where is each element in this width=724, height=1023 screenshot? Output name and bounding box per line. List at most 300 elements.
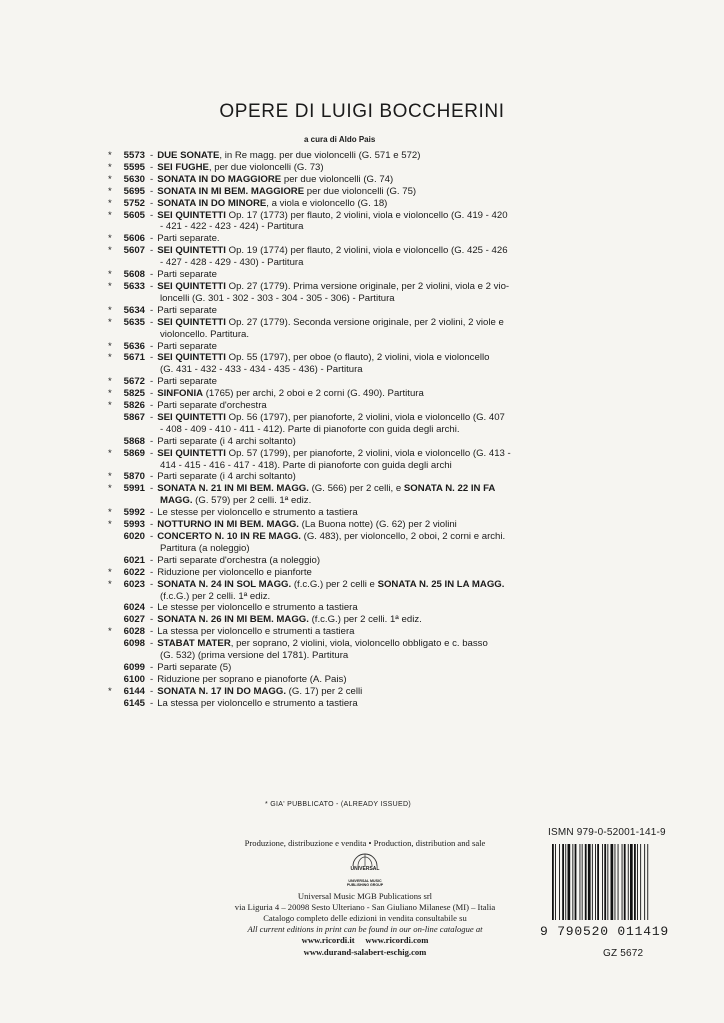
barcode-bar xyxy=(580,844,581,920)
entry-description xyxy=(150,281,648,293)
work-details: - 427 - 428 - 429 - 430) - Partitura xyxy=(160,257,304,269)
entry-description xyxy=(150,233,648,245)
barcode-bar xyxy=(572,844,573,920)
barcode-bar xyxy=(588,844,591,920)
code-separator: - xyxy=(150,150,154,161)
website-durand[interactable]: www.durand-salabert-eschig.com xyxy=(303,946,427,957)
published-mark xyxy=(108,531,115,543)
published-mark: * xyxy=(108,483,112,495)
publisher-name: Universal Music MGB Publications srl xyxy=(297,891,433,902)
editor-credit: a cura di Aldo Pais xyxy=(304,135,376,144)
entry-description xyxy=(150,269,648,281)
code-separator: - xyxy=(150,197,154,209)
work-title: MAGG. xyxy=(160,495,193,507)
globe-icon xyxy=(345,853,385,867)
barcode-bar xyxy=(622,844,623,920)
work-title: SEI QUINTETTI xyxy=(157,280,226,292)
work-title: SONATA N. 26 IN MI BEM. MAGG. xyxy=(157,614,309,626)
code-separator: - xyxy=(150,614,154,626)
website-ricordi-com[interactable]: www.ricordi.com xyxy=(365,935,429,946)
code-separator: - xyxy=(150,697,154,709)
work-details: Le stesse per violoncello e strumento a tastiera xyxy=(157,507,358,519)
catalog-entry xyxy=(108,626,648,638)
work-details: , per soprano, 2 violini, viola, violoncello obbligato e c. basso xyxy=(230,638,488,650)
work-title: SEI QUINTETTI xyxy=(157,411,226,423)
catalog-number: 6098 xyxy=(123,638,145,650)
catalog-entry xyxy=(108,579,648,591)
published-mark: * xyxy=(108,340,112,352)
catalog-number: 5695 xyxy=(123,185,145,197)
published-mark xyxy=(108,555,115,567)
work-title: SEI QUINTETTI xyxy=(157,245,226,257)
barcode-bar xyxy=(597,844,599,920)
code-separator: - xyxy=(150,661,154,673)
catalog-entry-continuation xyxy=(108,591,648,603)
catalog-number: 6144 xyxy=(123,685,145,697)
catalog-number: 6024 xyxy=(123,602,145,614)
publisher-address: via Liguria 4 – 20098 Sesto Ulteriano - San Giuliano Milanese (MI) – Italia xyxy=(234,902,496,913)
code-separator: - xyxy=(150,554,154,566)
page-title: OPERE DI LUIGI BOCCHERINI xyxy=(219,101,505,122)
work-details: (f.c.G.) per 2 celli e xyxy=(291,578,378,590)
catalog-number: 6022 xyxy=(123,566,145,578)
catalog-entry xyxy=(108,400,648,412)
work-details: , per due violoncelli (G. 73) xyxy=(208,161,324,173)
work-details: Parti separate (i 4 archi soltanto) xyxy=(157,435,296,447)
work-title: SONATA N. 21 IN MI BEM. MAGG. xyxy=(157,483,309,495)
entry-description xyxy=(150,674,648,686)
work-details: - 408 - 409 - 410 - 411 - 412). Parte di pianoforte con guida degli archi. xyxy=(160,423,460,435)
published-mark: * xyxy=(108,519,112,531)
work-details: Parti separate (i 4 archi soltanto) xyxy=(157,471,296,483)
catalog-entry xyxy=(108,352,648,364)
published-mark: * xyxy=(108,173,112,185)
ismn-number: ISMN 979-0-52001-141-9 xyxy=(548,827,666,838)
entry-description xyxy=(150,460,648,472)
entry-description xyxy=(150,305,648,317)
published-mark: * xyxy=(108,197,112,209)
work-details: Riduzione per violoncello e pianforte xyxy=(157,566,312,578)
catalog-number: 6021 xyxy=(123,554,145,566)
catalog-entry-continuation xyxy=(108,650,648,662)
barcode-bar xyxy=(592,844,593,920)
code-separator: - xyxy=(150,173,154,185)
barcode-bar xyxy=(582,844,583,920)
work-title: DUE SONATE xyxy=(157,150,220,161)
catalog-number: 5606 xyxy=(123,233,145,245)
barcode-bar xyxy=(615,844,616,920)
publisher-footer xyxy=(200,838,530,958)
catalog-number: 5870 xyxy=(123,471,145,483)
code-separator: - xyxy=(150,471,154,483)
barcode-bar xyxy=(630,844,633,920)
catalog-number: 5671 xyxy=(123,352,145,364)
barcode-bar xyxy=(644,844,645,920)
catalog-number: 6100 xyxy=(123,673,145,685)
work-title: SONATA IN MI BEM. MAGGIORE xyxy=(157,185,305,197)
catalog-entry-continuation xyxy=(108,329,648,341)
catalog-entry xyxy=(108,602,648,614)
published-mark: * xyxy=(108,150,112,161)
work-details: Parti separate d'orchestra xyxy=(157,400,267,412)
barcode-bar xyxy=(585,844,587,920)
catalog-entry xyxy=(108,150,648,162)
work-details: Parti separate xyxy=(157,304,217,316)
published-mark: * xyxy=(108,507,112,519)
entry-description xyxy=(150,579,648,591)
catalog-entry-continuation xyxy=(108,221,648,233)
catalog-number: 5867 xyxy=(123,411,145,423)
work-title: SEI QUINTETTI xyxy=(157,447,226,459)
published-mark: * xyxy=(108,578,112,590)
catalog-number: 5825 xyxy=(123,388,145,400)
entry-description xyxy=(150,507,648,519)
work-details: La stessa per violoncello e strumenti a tastiera xyxy=(157,626,355,638)
code-separator: - xyxy=(150,483,154,495)
catalog-entry xyxy=(108,436,648,448)
work-title: SONATA IN DO MINORE xyxy=(157,197,267,209)
code-separator: - xyxy=(150,578,154,590)
work-details: Parti separate d'orchestra (a noleggio) xyxy=(157,554,321,566)
code-separator: - xyxy=(150,185,154,197)
catalog-entry xyxy=(108,233,648,245)
catalog-number: 6099 xyxy=(123,661,145,673)
logo-sub-2: PUBLISHING GROUP xyxy=(346,883,384,888)
catalog-number: 5634 xyxy=(123,304,145,316)
barcode-bar xyxy=(568,844,571,920)
barcode-bar xyxy=(611,844,614,920)
work-details: Op. 19 (1774) per flauto, 2 violini, viola e violoncello (G. 425 - 426 xyxy=(225,245,508,257)
work-details: (La Buona notte) (G. 62) per 2 violini xyxy=(298,519,457,531)
entry-description xyxy=(150,471,648,483)
catalog-entry-continuation xyxy=(108,257,648,269)
entry-description xyxy=(150,567,648,579)
work-title: SONATA N. 22 IN FA xyxy=(403,483,496,495)
code-separator: - xyxy=(150,233,154,245)
published-mark: * xyxy=(108,316,112,328)
published-mark: * xyxy=(108,376,112,388)
work-title: STABAT MATER xyxy=(157,638,231,650)
code-separator: - xyxy=(150,352,154,364)
entry-description xyxy=(150,650,648,662)
barcode-bar xyxy=(624,844,626,920)
catalog-entry-continuation xyxy=(108,460,648,472)
work-details: Op. 27 (1779). Prima versione originale, per 2 violini, viola e 2 vio- xyxy=(225,280,510,292)
code-separator: - xyxy=(150,269,154,281)
entry-description xyxy=(150,448,648,460)
code-separator: - xyxy=(150,411,154,423)
catalog-entry xyxy=(108,614,648,626)
published-mark: * xyxy=(108,185,112,197)
catalog-entry xyxy=(108,698,648,710)
entry-description xyxy=(150,376,648,388)
catalog-number: 5869 xyxy=(123,447,145,459)
work-title: SEI QUINTETTI xyxy=(157,209,226,221)
work-details: Parti separate (5) xyxy=(157,661,232,673)
code-separator: - xyxy=(150,626,154,638)
code-separator: - xyxy=(150,531,154,542)
work-details: 414 - 415 - 416 - 417 - 418). Parte di pianoforte con guida degli archi xyxy=(160,459,452,471)
work-details: Parti separate xyxy=(157,340,217,352)
work-details: violoncello. Partitura. xyxy=(160,328,250,340)
code-separator: - xyxy=(150,316,154,328)
work-details: Op. 27 (1779). Seconda versione originale, per 2 violini, 2 viole e xyxy=(225,316,504,328)
catalog-text-it: Catalogo completo delle edizioni in vendita consultabile su xyxy=(263,913,467,924)
work-details: Riduzione per soprano e pianoforte (A. Pais) xyxy=(157,673,347,685)
catalog-entry xyxy=(108,186,648,198)
code-separator: - xyxy=(150,376,154,388)
published-mark: * xyxy=(108,209,112,221)
barcode-bar xyxy=(565,844,566,920)
catalog-number: 5636 xyxy=(123,340,145,352)
universal-logo xyxy=(345,853,385,879)
work-title: SONATA N. 17 IN DO MAGG. xyxy=(157,685,287,697)
catalog-entry xyxy=(108,567,648,579)
barcode-bar xyxy=(607,844,608,920)
barcode-bar xyxy=(637,844,638,920)
work-details: (1765) per archi, 2 oboi e 2 corni (G. 490). Partitura xyxy=(203,388,424,400)
catalog-number: 5573 xyxy=(123,150,145,161)
code-separator: - xyxy=(150,161,154,173)
catalog-number: 5826 xyxy=(123,400,145,412)
entry-description xyxy=(150,412,648,424)
catalog-number: 5993 xyxy=(123,519,145,531)
code-separator: - xyxy=(150,447,154,459)
published-mark xyxy=(108,602,115,614)
published-mark: * xyxy=(108,161,112,173)
entry-description xyxy=(150,245,648,257)
barcode-bar xyxy=(640,844,641,920)
published-mark xyxy=(108,698,115,710)
published-mark: * xyxy=(108,626,112,638)
catalog-number: 6145 xyxy=(123,697,145,709)
catalog-entry xyxy=(108,638,648,650)
catalog-entry xyxy=(108,198,648,210)
entry-description xyxy=(150,602,648,614)
logo-label: UNIVERSAL xyxy=(350,866,380,873)
entry-description xyxy=(150,614,648,626)
published-mark: * xyxy=(108,269,112,281)
work-details: (G. 532) (prima versione del 1781). Partitura xyxy=(160,650,349,662)
catalog-entry xyxy=(108,174,648,186)
catalog-entry xyxy=(108,662,648,674)
published-mark: * xyxy=(108,352,112,364)
entry-description xyxy=(150,698,648,710)
work-title: SONATA N. 24 IN SOL MAGG. xyxy=(157,578,292,590)
distribution-line: Produzione, distribuzione e vendita • Production, distribution and sale xyxy=(244,838,486,848)
catalog-number: 5752 xyxy=(123,197,145,209)
catalog-entry xyxy=(108,305,648,317)
entry-description xyxy=(150,519,648,531)
catalog-entry xyxy=(108,686,648,698)
published-mark xyxy=(108,614,115,626)
code-separator: - xyxy=(150,685,154,697)
catalog-text-en: All current editions in print can be found in our on-line catalogue at xyxy=(247,924,483,935)
entry-description xyxy=(150,531,648,543)
catalog-entry-continuation xyxy=(108,424,648,436)
work-title: SONATA IN DO MAGGIORE xyxy=(157,173,282,185)
catalog-entry xyxy=(108,483,648,495)
catalog-number: 6028 xyxy=(123,626,145,638)
code-separator: - xyxy=(150,209,154,221)
code-separator: - xyxy=(150,673,154,685)
catalog-number: 5635 xyxy=(123,316,145,328)
entry-description xyxy=(150,424,648,436)
code-separator: - xyxy=(150,304,154,316)
barcode-bar xyxy=(604,844,606,920)
catalog-list xyxy=(108,150,648,710)
barcode-bar xyxy=(618,844,619,920)
code-separator: - xyxy=(150,400,154,412)
published-mark: * xyxy=(108,447,112,459)
entry-description xyxy=(150,257,648,269)
catalog-number: 6023 xyxy=(123,578,145,590)
code-separator: - xyxy=(150,602,154,614)
entry-description xyxy=(150,495,648,507)
entry-description xyxy=(150,221,648,233)
code-separator: - xyxy=(150,245,154,257)
entry-description xyxy=(150,162,648,174)
entry-description xyxy=(150,186,648,198)
entry-description xyxy=(150,686,648,698)
work-details: (G. 17) per 2 celli xyxy=(286,685,363,697)
catalog-entry xyxy=(108,341,648,353)
published-mark: * xyxy=(108,388,112,400)
entry-description xyxy=(150,543,648,555)
barcode-bar xyxy=(634,844,636,920)
catalog-number: 5991 xyxy=(123,483,145,495)
entry-description xyxy=(150,436,648,448)
work-details: La stessa per violoncello e strumento a tastiera xyxy=(157,697,358,709)
entry-description xyxy=(150,210,648,222)
catalog-number: 5607 xyxy=(123,245,145,257)
catalog-entry-continuation xyxy=(108,364,648,376)
catalog-number: 5630 xyxy=(123,173,145,185)
work-details: Op. 17 (1773) per flauto, 2 violini, viola e violoncello (G. 419 - 420 xyxy=(225,209,508,221)
catalog-number: 5633 xyxy=(123,280,145,292)
barcode-bar xyxy=(647,844,648,920)
entry-description xyxy=(150,329,648,341)
work-details: , a viola e violoncello (G. 18) xyxy=(266,197,388,209)
catalog-number: 5608 xyxy=(123,269,145,281)
barcode-bar xyxy=(562,844,564,920)
work-details: loncelli (G. 301 - 302 - 303 - 304 - 305 - 306) - Partitura xyxy=(160,292,395,304)
work-details: per due violoncelli (G. 74) xyxy=(281,173,394,185)
catalog-entry xyxy=(108,471,648,483)
barcode-bar xyxy=(628,844,629,920)
catalog-number: 6020 xyxy=(123,531,145,542)
work-title: SINFONIA xyxy=(157,388,204,400)
work-details: , in Re magg. per due violoncelli (G. 571 e 572) xyxy=(219,150,421,161)
catalog-code: GZ 5672 xyxy=(603,948,644,959)
work-title: SEI QUINTETTI xyxy=(157,352,226,364)
entry-description xyxy=(150,626,648,638)
work-details: - 421 - 422 - 423 - 424) - Partitura xyxy=(160,221,304,233)
entry-description xyxy=(150,150,648,162)
entry-description xyxy=(150,293,648,305)
published-mark: * xyxy=(108,245,112,257)
work-details: per due violoncelli (G. 75) xyxy=(304,185,417,197)
entry-description xyxy=(150,352,648,364)
entry-description xyxy=(150,174,648,186)
entry-description xyxy=(150,400,648,412)
work-title: SEI FUGHE xyxy=(157,161,209,173)
logo-sub-1: UNIVERSAL MUSIC xyxy=(348,879,382,884)
code-separator: - xyxy=(150,340,154,352)
entry-description xyxy=(150,662,648,674)
entry-description xyxy=(150,591,648,603)
catalog-entry xyxy=(108,281,648,293)
catalog-entry xyxy=(108,412,648,424)
catalog-entry xyxy=(108,162,648,174)
barcode-bar xyxy=(602,844,603,920)
code-separator: - xyxy=(150,638,154,650)
barcode-bar xyxy=(555,844,556,920)
catalog-entry xyxy=(108,555,648,567)
work-details: Op. 56 (1797), per pianoforte, 2 violini, viola e violoncello (G. 407 xyxy=(225,411,505,423)
entry-description xyxy=(150,555,648,567)
code-separator: - xyxy=(150,388,154,400)
barcode-bar xyxy=(595,844,596,920)
catalog-entry xyxy=(108,269,648,281)
catalog-number: 5605 xyxy=(123,209,145,221)
catalog-entry xyxy=(108,448,648,460)
catalog-number: 5992 xyxy=(123,507,145,519)
work-details: (f.c.G.) per 2 celli. 1ª ediz. xyxy=(308,614,422,626)
work-details: (G. 431 - 432 - 433 - 434 - 435 - 436) - Partitura xyxy=(160,364,363,376)
entry-description xyxy=(150,483,648,495)
entry-description xyxy=(150,317,648,329)
code-separator: - xyxy=(150,519,154,531)
work-details: (G. 579) per 2 celli. 1ª ediz. xyxy=(192,495,312,507)
catalog-number: 5672 xyxy=(123,376,145,388)
code-separator: - xyxy=(150,507,154,519)
catalog-entry xyxy=(108,531,648,543)
work-details: Op. 57 (1799), per pianoforte, 2 violini, viola e violoncello (G. 413 - xyxy=(225,447,511,459)
catalog-entry xyxy=(108,210,648,222)
website-ricordi-it[interactable]: www.ricordi.it xyxy=(301,935,355,946)
barcode-bar xyxy=(552,844,554,920)
work-title: SONATA N. 25 IN LA MAGG. xyxy=(377,578,505,590)
catalog-entry-continuation xyxy=(108,543,648,555)
published-mark: * xyxy=(108,566,112,578)
work-details: (G. 566) per 2 celli, e xyxy=(308,483,404,495)
published-mark xyxy=(108,436,115,448)
entry-description xyxy=(150,388,648,400)
catalog-entry-continuation xyxy=(108,293,648,305)
published-mark: * xyxy=(108,233,112,245)
catalog-entry xyxy=(108,519,648,531)
barcode-digits: 9 790520 011419 xyxy=(540,924,670,939)
work-details: Op. 55 (1797), per oboe (o flauto), 2 violini, viola e violoncello xyxy=(225,352,490,364)
catalog-entry xyxy=(108,507,648,519)
code-separator: - xyxy=(150,435,154,447)
published-mark: * xyxy=(108,400,112,412)
catalog-entry xyxy=(108,376,648,388)
published-mark: * xyxy=(108,280,112,292)
catalog-entry-continuation xyxy=(108,495,648,507)
catalog-entry xyxy=(108,317,648,329)
published-mark xyxy=(108,638,115,650)
work-details: Parti separate xyxy=(157,376,217,388)
work-title: NOTTURNO IN MI BEM. MAGG. xyxy=(157,519,299,531)
barcode-bar xyxy=(575,844,577,920)
published-mark xyxy=(108,412,115,424)
entry-description xyxy=(150,364,648,376)
published-mark xyxy=(108,662,115,674)
catalog-number: 5595 xyxy=(123,161,145,173)
published-mark: * xyxy=(108,685,112,697)
